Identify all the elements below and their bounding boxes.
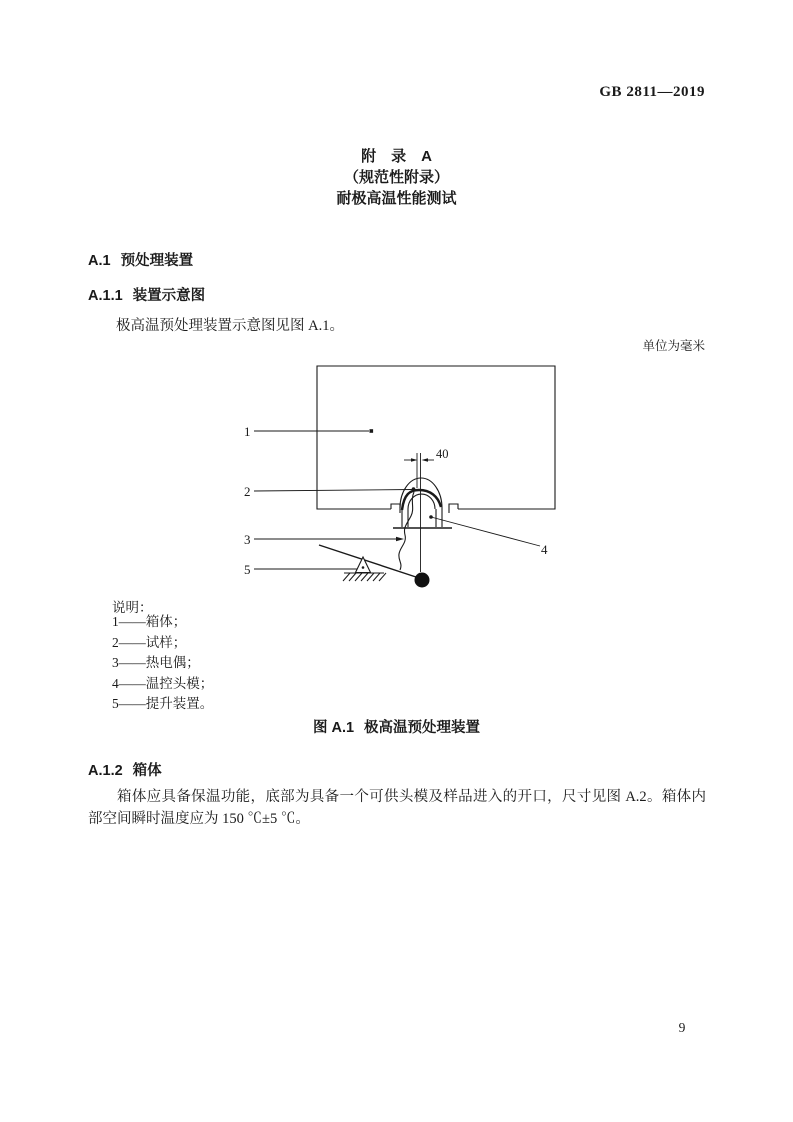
unit-note: 单位为毫米: [642, 339, 705, 353]
appendix-subtitle: （规范性附录）: [343, 169, 449, 186]
callout-label-2: 2: [244, 484, 251, 499]
legend-item: 4——温控头模；: [112, 675, 214, 691]
dimension-arrow-right: [422, 458, 429, 462]
callout-label-4: 4: [541, 542, 548, 557]
legend-item: 1——箱体；: [112, 614, 187, 629]
legend-item: 5——提升装置。: [112, 696, 214, 711]
section-a1-heading: [88, 249, 193, 270]
legend-item: 3——热电偶；: [112, 655, 200, 670]
box-opening-left-step: [391, 504, 400, 513]
figure-caption-title: 极高温预处理装置: [364, 720, 481, 736]
pivot-dot: [362, 566, 365, 569]
leader-line-4: [431, 517, 540, 546]
leader-dot-2: [412, 487, 416, 491]
appendix-title-block: [0, 146, 793, 209]
section-a1-title: 预处理装置: [120, 253, 194, 269]
section-a1-number: A.1: [88, 253, 111, 269]
section-a11-heading: [88, 284, 205, 305]
pivot-triangle: [356, 557, 371, 573]
figure-legend: [112, 612, 213, 715]
leader-dot-1: [370, 429, 374, 433]
legend-item: 2——试样；: [112, 634, 187, 650]
section-a12-number: A.1.2: [88, 763, 123, 779]
leader-line-2: [254, 490, 412, 492]
callout-label-5: 5: [244, 562, 251, 577]
sample-outer-arc: [400, 478, 442, 508]
dimension-label: 40: [436, 447, 449, 461]
leader-arrow-3: [396, 537, 404, 541]
section-a11-title: 装置示意图: [132, 288, 206, 304]
section-a12-paragraph: 箱体应具备保温功能，底部为具备一个可供头模及样品进入的开口，尺寸见图 A.2。箱体内部空间瞬时温度应为 150 ℃±5 ℃。: [88, 789, 706, 827]
lifting-ball: [415, 573, 430, 588]
section-a11-paragraph: 极高温预处理装置示意图见图 A.1。: [116, 318, 344, 334]
appendix-name: 耐极高温性能测试: [336, 190, 457, 207]
section-a12-title: 箱体: [132, 763, 162, 779]
figure-caption-label: 图 A.1: [312, 720, 355, 736]
callout-label-1: 1: [244, 424, 251, 439]
callout-label-3: 3: [244, 532, 251, 547]
device-diagram: [0, 360, 793, 592]
ground-hatch: [343, 573, 386, 581]
standard-code: GB 2811—2019: [599, 84, 705, 100]
dimension-arrow-left: [411, 458, 418, 462]
figure-caption: [0, 716, 793, 737]
thermocouple-line: [399, 492, 414, 570]
section-a12-heading: [88, 759, 162, 780]
section-a11-number: A.1.1: [88, 288, 123, 304]
legend-title: 说明：: [112, 600, 153, 615]
leader-dot-4: [429, 515, 433, 519]
box-opening-right-step: [449, 504, 458, 513]
appendix-title: 附 录 A: [361, 148, 432, 165]
page-number: 9: [678, 1020, 686, 1035]
